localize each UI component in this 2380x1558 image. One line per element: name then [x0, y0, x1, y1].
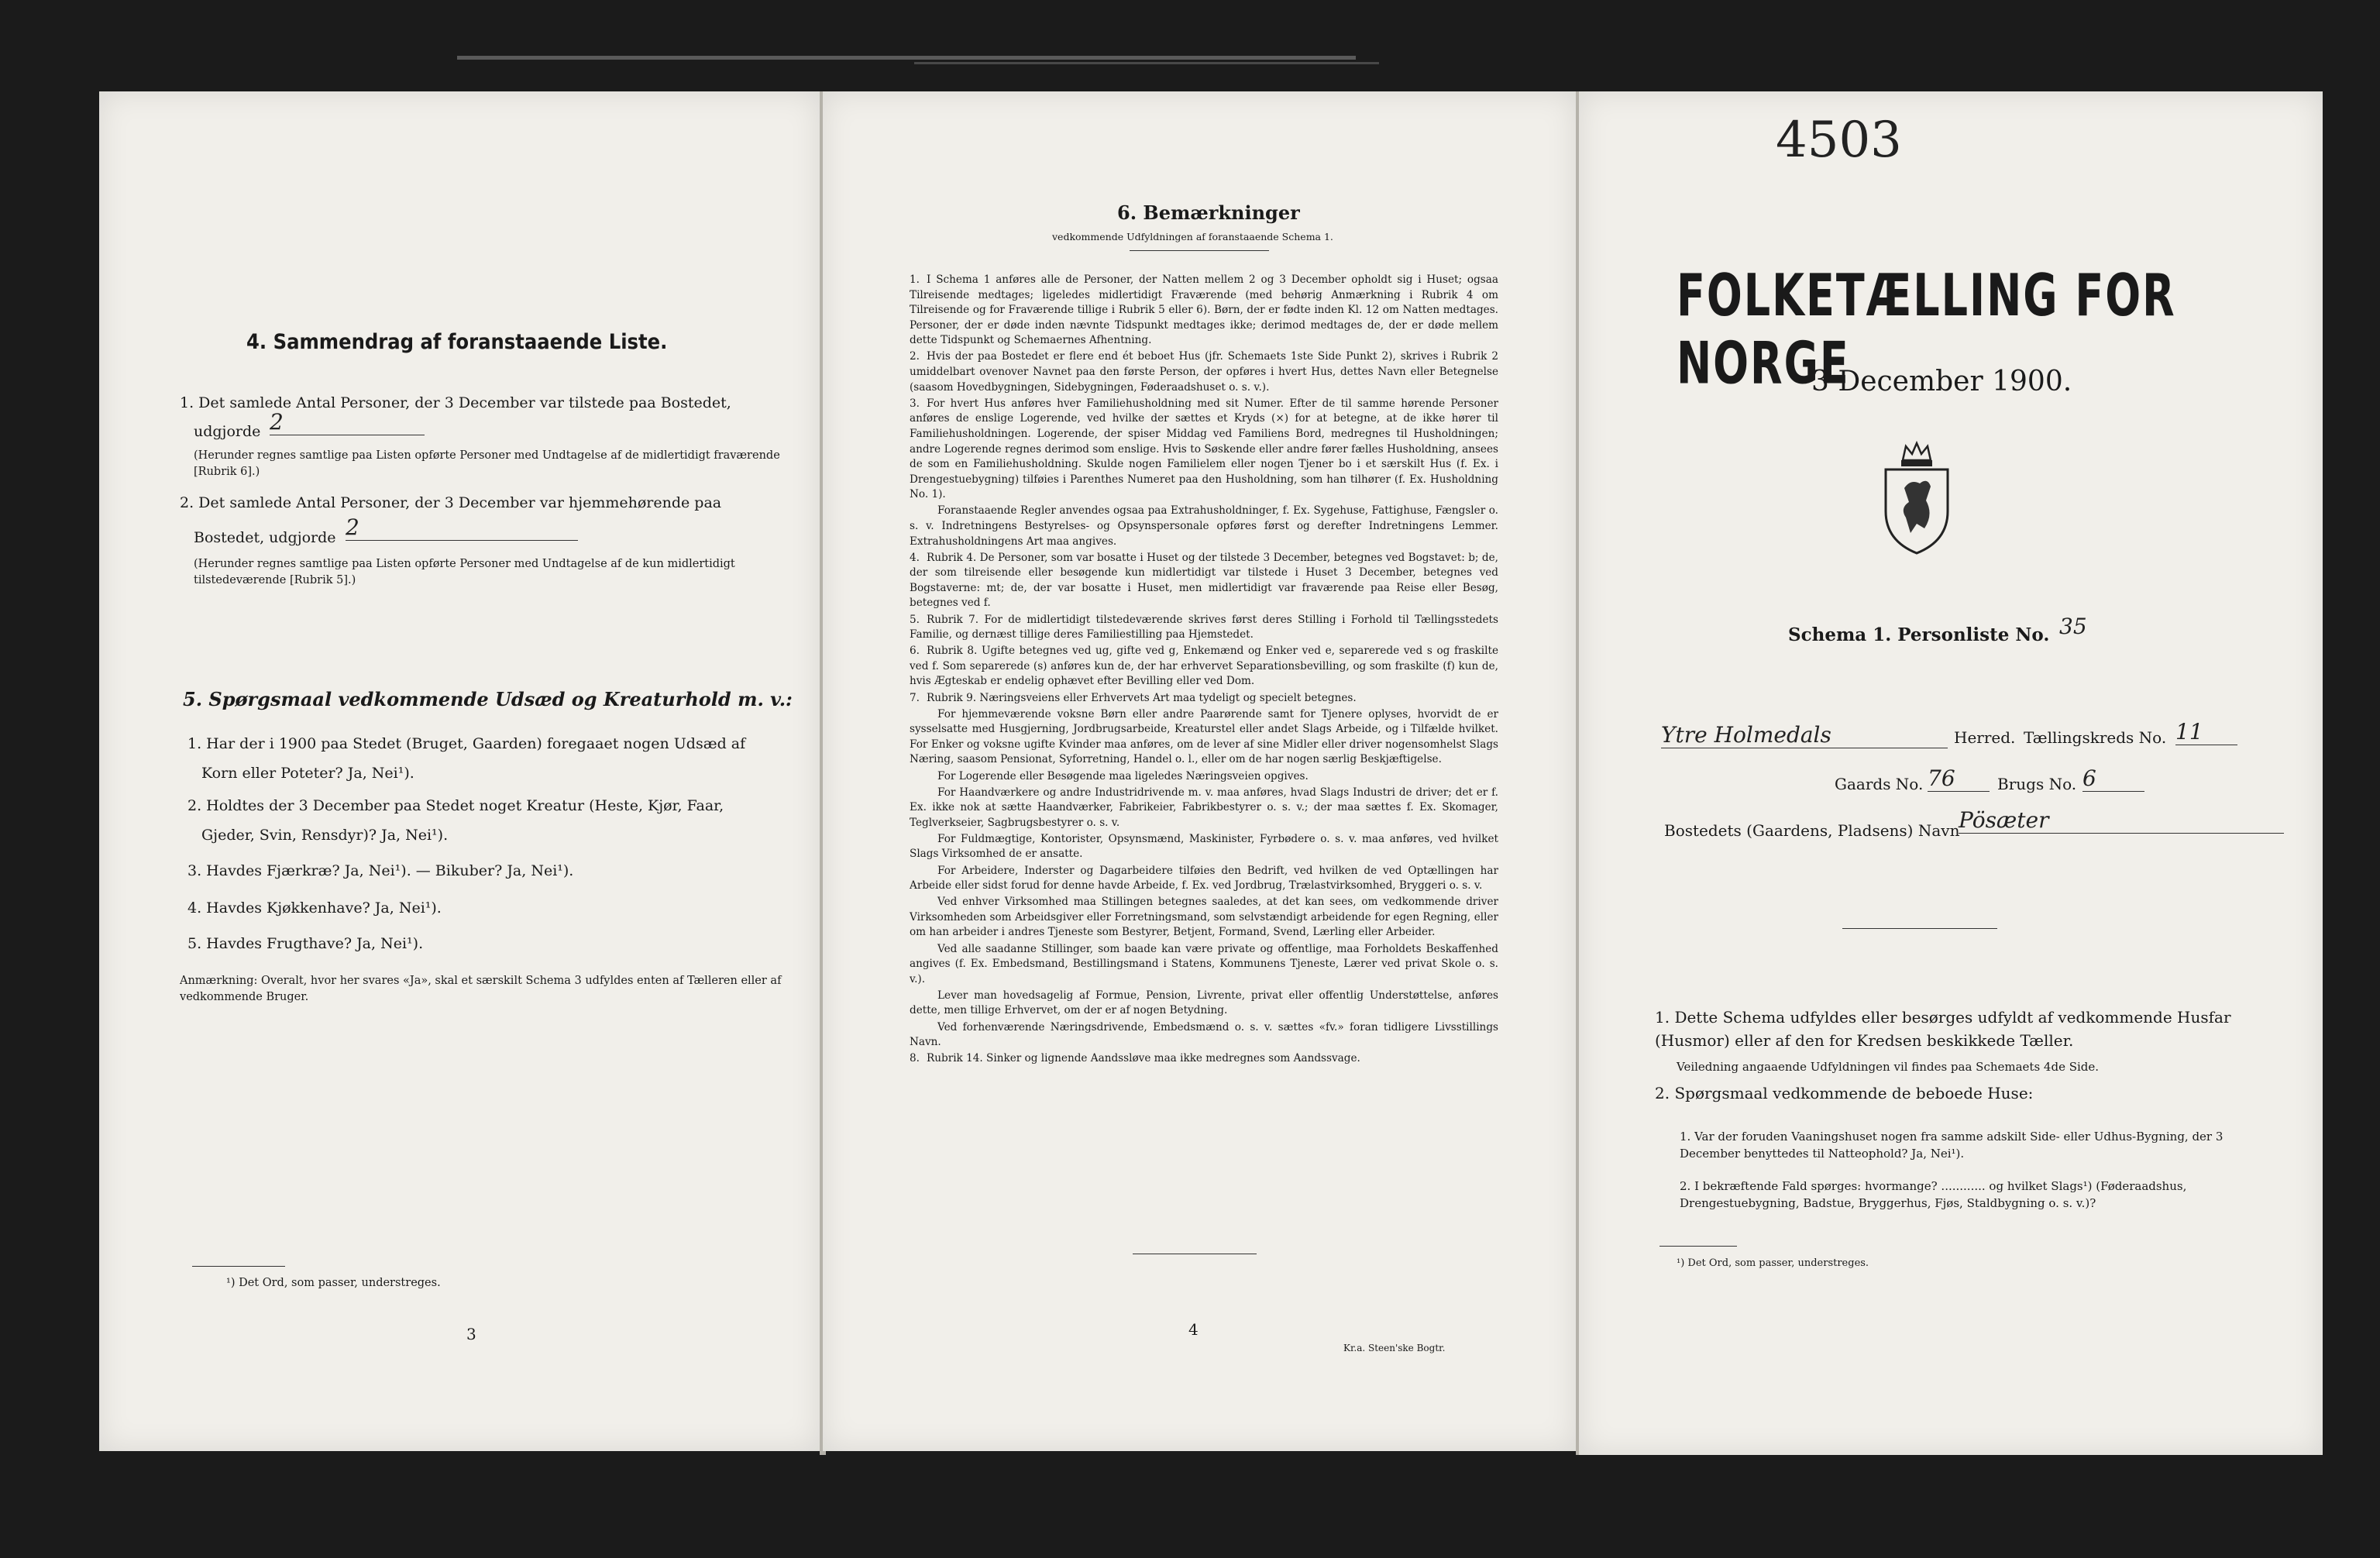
instruction-1: 1. Dette Schema udfyldes eller besørges udfyldt af vedkommende Husfar (Husmor) eller af den for Kredsen beskikkede Tæller. [1655, 1008, 2231, 1050]
summary-question-1: 1. Det samlede Antal Personer, der 3 December var tilstede paa Bostedet, [180, 394, 731, 411]
summary-question-2: 2. Det samlede Antal Personer, der 3 December var hjemmehørende paa [180, 494, 722, 511]
brugs-label: Brugs No. [1997, 775, 2077, 793]
divider-rule [1842, 928, 1997, 929]
remark-item: For Fuldmægtige, Kontorister, Opsynsmænd, Maskinister, Fyrbødere o. s. v. maa anføres, ved hvilket Slags Virksomhed de er ansatte. [910, 832, 1498, 861]
top-edge-line [457, 56, 1356, 60]
remark-item: 1. I Schema 1 anføres alle de Personer, der Natten mellem 2 og 3 December opholdt sig i Huset; ogsaa Tilreisende medtages; ligeledes midlertidigt Fraværende (med behørig Anmærkning i Rubrik 4 om Tilreisende og for Fraværende tillige i Rubrik 5 eller 6). Børn, der er fødte inden Kl. 12 om Natten medtages. Personer, der er døde inden nævnte Tidspunkt medtages ikke; derimod medtages de, der er døde mellem dette Tidspunkt og Schemaernes Afhentning. [910, 273, 1498, 347]
bosted-value: Pösæter [1959, 807, 2284, 834]
question-5-3: 3. Havdes Fjærkræ? Ja, Nei¹). — Bikuber? Ja, Nei¹). [187, 862, 574, 879]
summary-question-2-label: Bostedet, udgjorde [194, 529, 336, 546]
section-5-heading: 5. Spørgsmaal vedkommende Udsæd og Kreaturhold m. v.: [183, 688, 793, 710]
footnote-rule [1659, 1246, 1737, 1247]
remarks-heading-rule [1130, 250, 1269, 251]
coat-of-arms-icon [1880, 440, 1954, 556]
document-date: 3 December 1900. [1811, 366, 2072, 397]
herred-value: Ytre Holmedals [1661, 722, 1948, 748]
schema-label: Schema 1. Personliste No. [1788, 624, 2050, 645]
brugs-value: 6 [2082, 765, 2144, 792]
question-5-1: 1. Har der i 1900 paa Stedet (Bruget, Gaarden) foregaaet nogen Udsæd af [187, 735, 746, 752]
schema-number: 35 [2059, 614, 2087, 639]
remark-item: Ved enhver Virksomhed maa Stillingen betegnes saaledes, at det kan sees, om vedkommende driver Virksomheden som Arbeidsgiver eller Forretningsmand, som selvstændigt arbeidende for egen Regning, eller om han arbeider i andres Tjeneste som Bestyrer, Betjent, Formand, Svend, Lærling eller Arbeider. [910, 896, 1498, 939]
herred-label: Herred. [1954, 728, 2016, 747]
remark-item: 3. For hvert Hus anføres hver Familiehusholdning med sit Numer. Efter de til samme hørende Personer anføres de enslige Logerende, ved hvilke der sættes et Kryds (×) for at betegne, at de ikke hører til Familiehusholdningen. Logerende, der spiser Middag ved Familiens Bord, medregnes til Husholdningen; andre Logerende regnes derimod som enslige. Hvis to Søskende eller andre fører fælles Husholdning, ansees de som en Familiehusholdning. Skulde nogen Familielem eller nogen Tjener bo i et særskilt Hus (f. Ex. i Drengestuebygning) tilføies i Parenthes Numeret paa den Husholdning, som han tilhører (f. Ex. Husholdning No. 1). [910, 397, 1498, 501]
instruction-2-question-2: 2. I bekræftende Fald spørges: hvormange? ............ og hvilket Slags¹) (Føderaadshus, Drengestuebygning, Badstue, Bryggerhus, Fjøs, Staldbygning o. s. v.)? [1680, 1179, 2187, 1210]
question-5-2-answer: Gjeder, Svin, Rensdyr)? Ja, Nei¹). [201, 827, 449, 844]
page-right [1579, 91, 2323, 1455]
remark-item: 2. Hvis der paa Bostedet er flere end ét beboet Hus (jfr. Schemaets 1ste Side Punkt 2), skrives i Rubrik 2 umiddelbart ovenover Navnet paa den første Person, der opføres i hvert Hus, dettes Navn eller Betegnelse (saasom Hovedbygningen, Sidebygningen, Føderaadshuset o. s. v.). [910, 350, 1498, 394]
question-5-4: 4. Havdes Kjøkkenhave? Ja, Nei¹). [187, 899, 442, 917]
gaards-value: 76 [1928, 765, 1990, 792]
remark-item: 7. Rubrik 9. Næringsveiens eller Erhvervets Art maa tydeligt og specielt betegnes. [910, 691, 1357, 704]
instruction-2: 2. Spørgsmaal vedkommende de beboede Huse: [1655, 1084, 2034, 1102]
footnote-rule [192, 1266, 285, 1267]
page-number: 4 [1188, 1320, 1199, 1339]
page-middle [823, 91, 1576, 1451]
instruction-2-question-1: 1. Var der foruden Vaaningshuset nogen fra samme adskilt Side- eller Udhus-Bygning, der 3 December benyttedes til Natteophold? Ja, Nei¹). [1680, 1130, 2224, 1161]
page-number: 3 [466, 1325, 476, 1343]
remark-item: Foranstaaende Regler anvendes ogsaa paa Extrahusholdninger, f. Ex. Sygehuse, Fattighuse, Fængsler o. s. v. Indretningens Bestyrelses- og Opsynspersonale opføres først og derefter Indretningens Lemmer. Extrahusholdningens Art maa angives. [910, 504, 1498, 548]
remarks-heading: 6. Bemærkninger [1117, 201, 1300, 224]
section-4-heading: 4. Sammendrag af foranstaaende Liste. [246, 330, 668, 354]
remark-item: For Logerende eller Besøgende maa ligeledes Næringsveien opgives. [937, 769, 1309, 782]
kreds-value: 11 [2175, 719, 2237, 745]
question-5-5: 5. Havdes Frugthave? Ja, Nei¹). [187, 935, 424, 952]
footnote: ¹) Det Ord, som passer, understreges. [1677, 1257, 1869, 1269]
summary-question-1-label: udgjorde [194, 423, 261, 440]
remark-item: Lever man hovedsagelig af Formue, Pension, Livrente, privat eller offentlig Understøttelse, anføres dette, men tillige Erhvervet, om der er af nogen Betydning. [910, 989, 1498, 1017]
remark-item: For hjemmeværende voksne Børn eller andre Paarørende samt for Tjenere oplyses, hvorvidt de er sysselsatte med Husgjerning, Jordbrugsarbeide, Kreaturstel eller andet Slags Arbeide, og i Tilfælde hvilket. For Enker og voksne ugifte Kvinder maa anføres, om de lever af sine Midler eller driver nogensomhelst Slags Næring, saasom Pensionat, Syforretning, Handel o. l., eller om de har nogen særlig Beskjæftigelse. [910, 707, 1498, 766]
question-5-1-answer: Korn eller Poteter? Ja, Nei¹). [201, 765, 414, 782]
document-title: FOLKETÆLLING FOR NORGE [1677, 262, 2176, 397]
remarks-subheading: vedkommende Udfyldningen af foranstaaende Schema 1. [1052, 231, 1333, 242]
question-5-2: 2. Holdtes der 3 December paa Stedet noget Kreatur (Heste, Kjør, Faar, [187, 797, 724, 814]
remark-item: For Arbeidere, Inderster og Dagarbeidere tilføies den Bedrift, ved hvilken de ved Optællingen har Arbeide eller sidst forud for denne havde Arbeide, f. Ex. ved Jordbrug, Trælastvirksomhed, Bryggeri o. s. v. [910, 864, 1498, 892]
summary-question-1-value: 2 [270, 409, 425, 435]
remarks-list [910, 273, 1498, 1068]
remark-item: 4. Rubrik 4. De Personer, som var bosatte i Huset og der tilstede 3 December, betegnes ved Bogstavet: b; de, der som tilreisende eller besøgende kun midlertidigt var tilstede i Huset 3 December, betegnes ved Bogstaverne: mt; de, der var bosatte i Huset, men midlertidigt var fraværende paa Reise eller Besøg, betegnes ved f. [910, 551, 1498, 610]
remark-item: Ved alle saadanne Stillinger, som baade kan være private og offentlige, maa Forholdets Beskaffenhed angives (f. Ex. Embedsmand, Bestillingsmand i Statens, Kommunens Tjeneste, Lærer ved privat Skole o. s. v.). [910, 942, 1498, 985]
remark-item: Ved forhenværende Næringsdrivende, Embedsmænd o. s. v. sættes «fv.» foran tidligere Livsstillings Navn. [910, 1020, 1498, 1049]
remark-note: Anmærkning: Overalt, hvor her svares «Ja», skal et særskilt Schema 3 udfyldes enten af Tælleren eller af vedkommende Bruger. [180, 975, 782, 1003]
bosted-label: Bostedets (Gaardens, Pladsens) Navn [1664, 821, 1960, 840]
instruction-1-note: Veiledning angaaende Udfyldningen vil findes paa Schemaets 4de Side. [1677, 1060, 2100, 1074]
kreds-label: Tællingskreds No. [2024, 728, 2167, 747]
remark-item: For Haandværkere og andre Industridrivende m. v. maa anføres, hvad Slags Industri de driver; det er f. Ex. ikke nok at sætte Haandværker, Fabrikeier, Fabrikbestyrer o. s. v.; der maa sættes f. Ex. Skomager, Teglverkseier, Sagbrugsbestyrer o. s. v. [910, 786, 1498, 829]
summary-question-2-value: 2 [346, 514, 578, 541]
page-left [99, 91, 820, 1451]
summary-question-1-note: (Herunder regnes samtlige paa Listen opførte Personer med Undtagelse af de midlertidigt fraværende [Rubrik 6].) [194, 449, 780, 478]
remark-item: 6. Rubrik 8. Ugifte betegnes ved ug, gifte ved g, Enkemænd og Enker ved e, separerede ved s og fraskilte ved f. Som separerede (s) anføres kun de, der har erhvervet Separationsbevilling, og som fraskilte (f) kun de, hvis Ægteskab er endelig ophævet efter Bevilling eller ved Dom. [910, 645, 1498, 688]
remark-item: 5. Rubrik 7. For de midlertidigt tilstedeværende skrives først deres Stilling i Forhold til Tællingsstedets Familie, og dernæst tillige deres Familiestilling paa Hjemstedet. [910, 613, 1498, 641]
summary-question-2-note: (Herunder regnes samtlige paa Listen opførte Personer med Undtagelse af de kun midlertidigt tilstedeværende [Rubrik 5].) [194, 558, 735, 586]
top-edge-line-secondary [914, 62, 1379, 64]
gaards-label: Gaards No. [1835, 775, 1924, 793]
footnote: ¹) Det Ord, som passer, understreges. [226, 1277, 441, 1289]
remark-item: 8. Rubrik 14. Sinker og lignende Aandssløve maa ikke medregnes som Aandssvage. [910, 1052, 1360, 1065]
printer-mark: Kr.a. Steen'ske Bogtr. [1343, 1343, 1446, 1353]
archive-number: 4503 [1776, 112, 1902, 169]
